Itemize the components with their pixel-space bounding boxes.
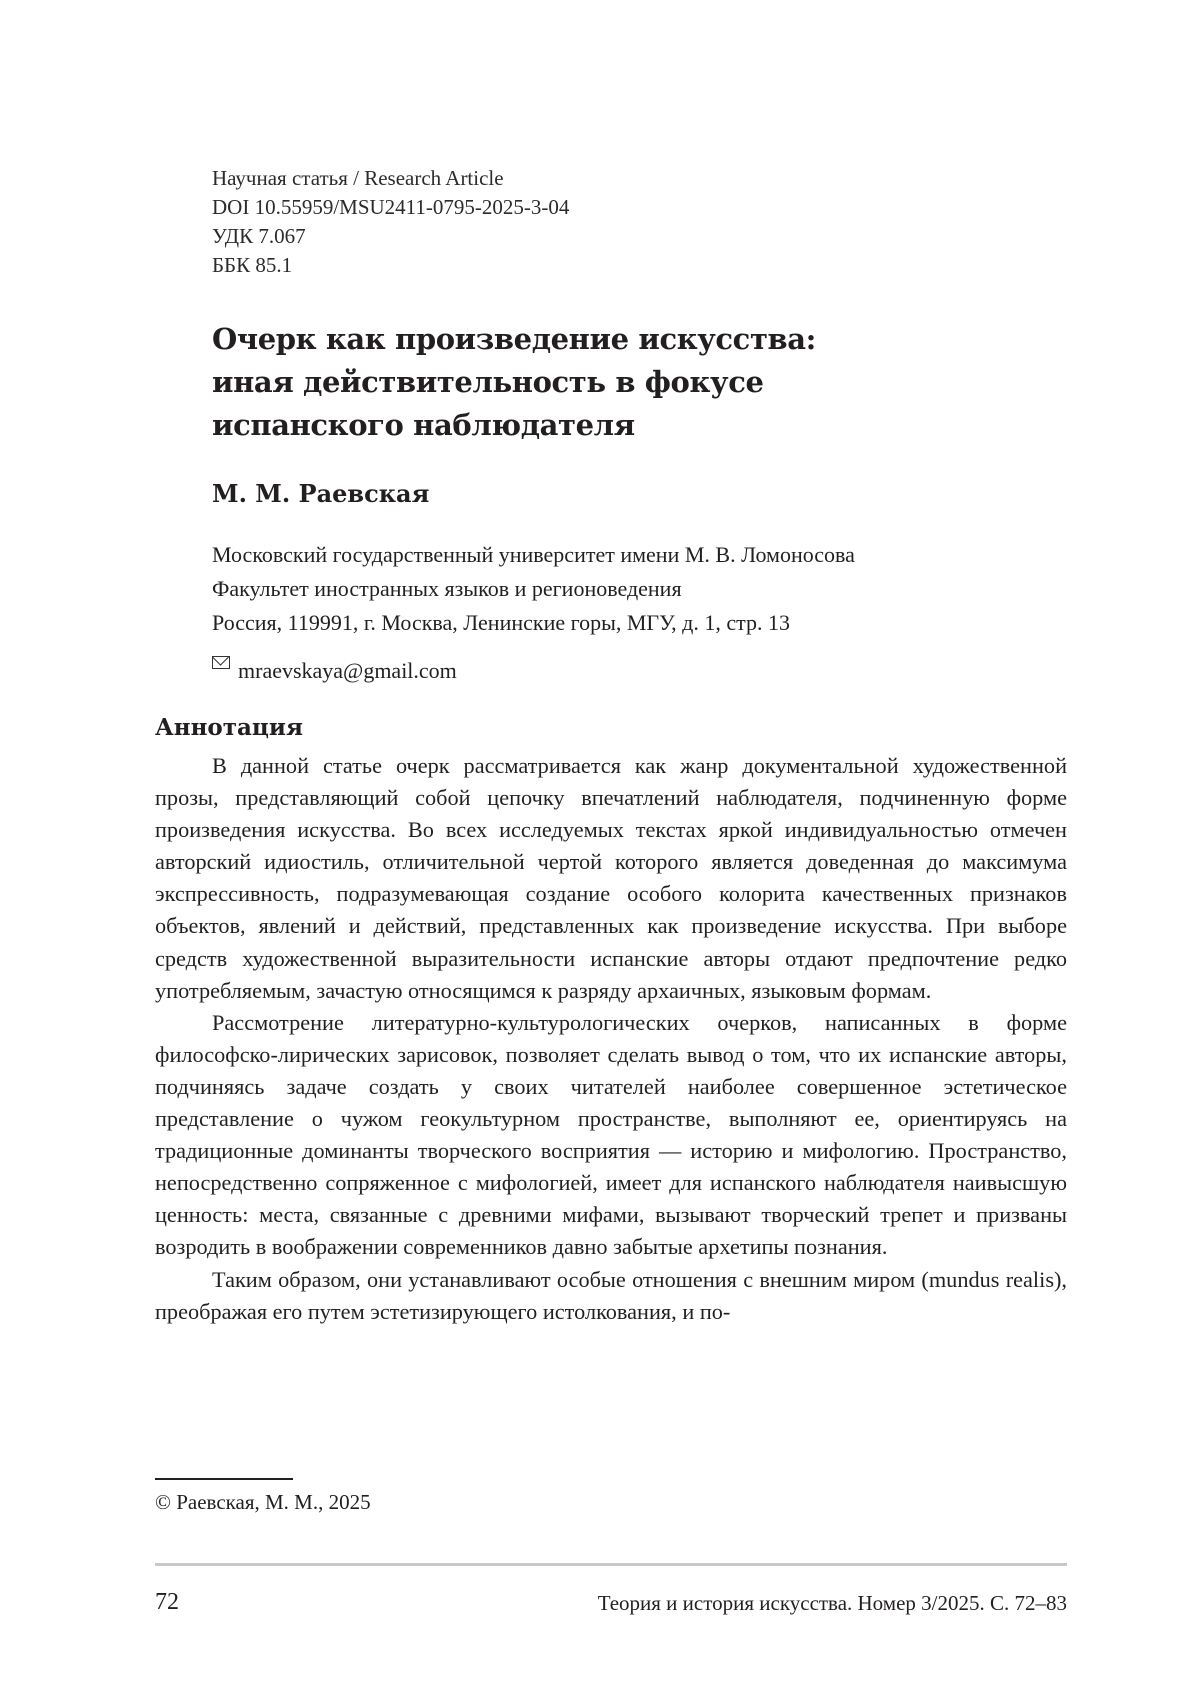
author-name: М. М. Раевская <box>212 479 430 508</box>
affiliation-line: Россия, 119991, г. Москва, Ленинские горы, МГУ, д. 1, стр. 13 <box>212 610 790 635</box>
article-meta <box>212 164 569 280</box>
footer-divider <box>155 1563 1067 1566</box>
affiliation-line: Факультет иностранных языков и регионоведения <box>212 576 682 601</box>
affiliation <box>212 538 855 640</box>
abstract-body <box>155 750 1067 1328</box>
abstract-heading: Аннотация <box>155 714 303 741</box>
abstract-paragraph: Таким образом, они устанавливают особые отношения с внешним миром (mundus realis), преображая его путем эстетизирующего истолкования, и по- <box>155 1266 1067 1324</box>
footnote-divider <box>155 1478 293 1480</box>
abstract-paragraph: В данной статье очерк рассматривается как жанр документальной художественной прозы, представляющий собой цепочку впечатлений наблюдателя, подчиненную форме произведения искусства. Во всех исследуемых текстах яркой индивидуальностью отмечен авторский идиостиль, отличительной чертой которого является доведенная до максимума экспрессивность, подразумевающая создание особого колорита качественных признаков объектов, явлений и действий, представленных как произведение искусства. При выборе средств художественной выразительности испанские авторы отдают предпочтение редко употребляемым, зачастую относящимся к разряду архаичных, языковым формам. <box>155 753 1067 1003</box>
journal-citation: Теория и история искусства. Номер 3/2025. С. 72–83 <box>597 1591 1067 1615</box>
bbk-code: ББК 85.1 <box>212 253 293 277</box>
title-line: Очерк как произведение искусства: <box>212 322 816 356</box>
copyright-notice: © Раевская, М. М., 2025 <box>155 1490 371 1514</box>
abstract-paragraph: Рассмотрение литературно-культурологических очерков, написанных в форме философско-лирических зарисовок, позволяет сделать вывод о том, что их испанские авторы, подчиняясь задаче создать у своих читателей наиболее совершенное эстетическое представление о чужом геокультурном пространстве, выполняют ее, ориентируясь на традиционные доминанты творческого восприятия — историю и мифологию. Пространство, непосредственно сопряженное с мифологией, имеет для испанского наблюдателя наивысшую ценность: места, связанные с древними мифами, вызывают творческий трепет и призваны возродить в воображении современников давно забытые архетипы познания. <box>155 1009 1067 1260</box>
page-number: 72 <box>155 1589 179 1615</box>
email-link[interactable]: mraevskaya@gmail.com <box>238 658 457 683</box>
article-title <box>212 318 972 447</box>
udk-code: УДК 7.067 <box>212 224 306 248</box>
title-line: испанского наблюдателя <box>212 408 635 442</box>
author-email <box>212 655 457 687</box>
affiliation-line: Московский государственный университет имени М. В. Ломоносова <box>212 542 855 567</box>
doi[interactable]: DOI 10.55959/MSU2411-0795-2025-3-04 <box>212 195 570 219</box>
envelope-icon <box>212 656 230 669</box>
article-type: Научная статья / Research Article <box>212 166 504 190</box>
title-line: иная действительность в фокусе <box>212 365 764 399</box>
